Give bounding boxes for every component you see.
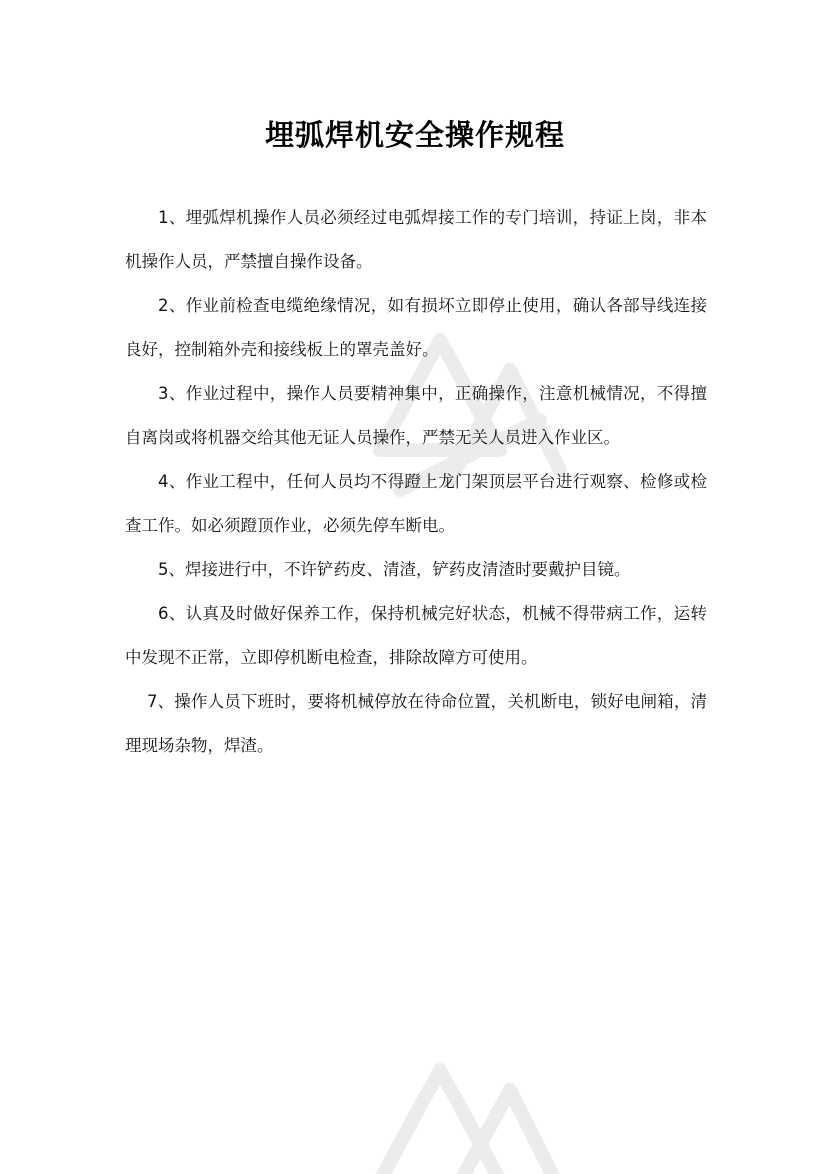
- rule-paragraph-7: 7、操作人员下班时，要将机械停放在待命位置，关机断电，锁好电闸箱，清理现场杂物，焊渣。: [125, 692, 707, 755]
- rule-paragraph-4: 4、作业工程中，任何人员均不得蹬上龙门架顶层平台进行观察、检修或检查工作。如必须蹬顶作业，必须先停车断电。: [125, 472, 707, 535]
- rule-paragraph-5: 5、焊接进行中，不许铲药皮、清渣，铲药皮清渣时要戴护目镜。: [158, 560, 631, 579]
- rule-paragraph-3: 3、作业过程中，操作人员要精神集中，正确操作，注意机械情况，不得擅自离岗或将机器交给其他无证人员操作，严禁无关人员进入作业区。: [125, 384, 707, 447]
- watermark-logo: [360, 1030, 580, 1174]
- rule-paragraph-2: 2、作业前检查电缆绝缘情况，如有损坏立即停止使用，确认各部导线连接良好，控制箱外壳和接线板上的罩壳盖好。: [125, 296, 707, 359]
- document-title: 埋弧焊机安全操作规程: [264, 118, 565, 152]
- rule-paragraph-6: 6、认真及时做好保养工作，保持机械完好状态，机械不得带病工作，运转中发现不正常，立即停机断电检查，排除故障方可使用。: [125, 604, 707, 667]
- rule-paragraph-1: 1、埋弧焊机操作人员必须经过电弧焊接工作的专门培训，持证上岗，非本机操作人员，严禁擅自操作设备。: [125, 208, 707, 271]
- document-body: [125, 196, 707, 768]
